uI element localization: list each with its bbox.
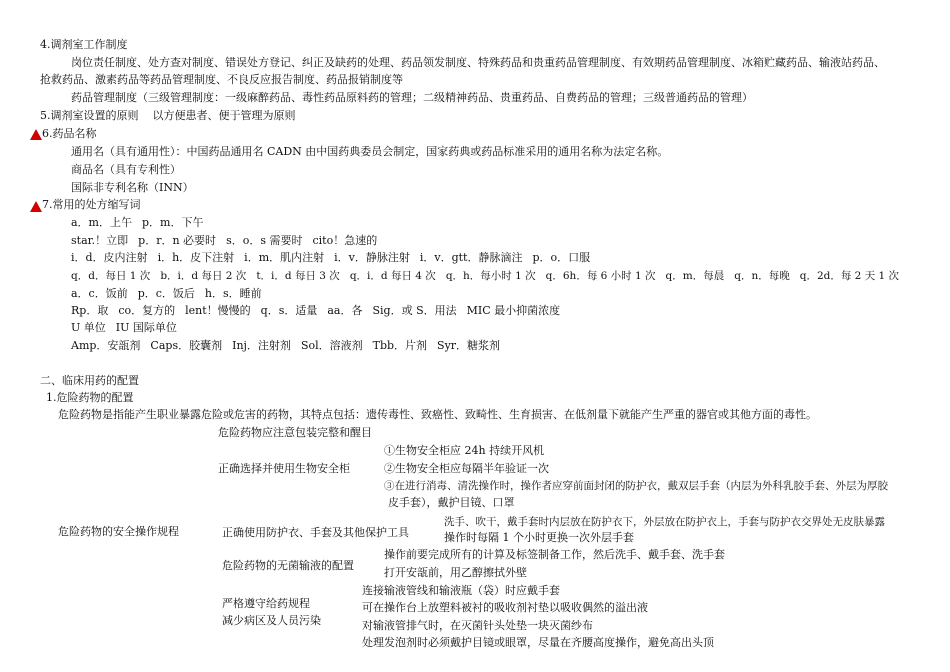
section-4-line-2: 抢救药品、激素药品等药品管理制度、不良反应报告制度、药品报销制度等 — [40, 73, 403, 86]
abbrev-item: h．s．睡前 — [204, 287, 262, 300]
abbrev-item: p．o．口服 — [532, 251, 591, 264]
abbrev-item: q．h．每小时 1 次 — [445, 270, 536, 282]
strict-item: 可在操作台上放塑料被衬的吸收剂衬垫以吸收偶然的溢出液 — [362, 601, 648, 614]
reduce-contamination-label: 减少病区及人员污染 — [222, 614, 321, 627]
abbrev-item: s．o．s 需要时 — [226, 234, 303, 247]
section-4-title: 4.调剂室工作制度 — [40, 38, 128, 51]
abbrev-item: Caps．胶囊剂 — [150, 339, 223, 352]
drug-name-item: 国际非专利名称（INN） — [71, 181, 194, 194]
abbrev-item: a．m．上午 — [71, 216, 132, 229]
abbrev-item: b．i．d 每日 2 次 — [160, 270, 247, 282]
drug-name-item: 通用名（具有通用性）：中国药品通用名 CADN 由中国药典委员会制定，国家药典或药品标准采用的通用名称为法定名称。 — [71, 145, 669, 158]
section-4-line-3: 药品管理制度（三级管理制度：一级麻醉药品、毒性药品原料药的管理；二级精神药品、贵重药品、自费药品的管理；三级普通药品的管理） — [71, 91, 753, 104]
part-2-title: 二、临床用药的配置 — [40, 374, 139, 387]
abbrev-item: p．r．n 必要时 — [138, 234, 217, 247]
section-7-title: 7.常用的处方缩写词 — [42, 198, 141, 211]
abbrev-row — [71, 321, 187, 335]
aseptic-label: 危险药物的无菌输液的配置 — [222, 559, 354, 572]
abbrev-item: q．2d．每 2 天 1 次 — [799, 270, 900, 282]
procedure-root-label: 危险药物的安全操作规程 — [58, 525, 179, 538]
aseptic-item: 打开安瓿前，用乙醇擦拭外壁 — [384, 566, 527, 579]
abbrev-item: i．m．肌内注射 — [244, 251, 325, 264]
abbrev-item: Inj．注射剂 — [232, 339, 291, 352]
abbrev-item: i．d．皮内注射 — [71, 251, 148, 264]
abbrev-row — [71, 234, 387, 248]
packaging-note: 危险药物应注意包装完整和醒目 — [218, 426, 372, 439]
abbrev-row — [71, 269, 909, 283]
strict-item: 对输液管排气时，在灭菌针头处垫一块灭菌纱布 — [362, 619, 593, 632]
abbrev-item: q．m．每晨 — [665, 270, 725, 282]
strict-item: 连接输液管线和输液瓶（袋）时应戴手套 — [362, 584, 560, 597]
abbrev-row — [71, 251, 600, 265]
abbrev-item: Rp．取 — [71, 304, 109, 317]
biosafety-cabinet-label: 正确选择并使用生物安全柜 — [218, 462, 350, 475]
aseptic-item: 操作前要完成所有的计算及标签制备工作，然后洗手、戴手套、洗手套 — [384, 548, 725, 561]
abbrev-item: star.！立即 — [71, 234, 129, 247]
drug-name-item: 商品名（具有专利性） — [71, 163, 181, 176]
abbrev-row — [71, 339, 510, 353]
cabinet-item: 皮手套），戴护目镜、口罩 — [388, 496, 515, 509]
abbrev-item: Sig．或 S．用法 — [372, 304, 457, 317]
abbrev-item: q．d．每日 1 次 — [71, 270, 151, 282]
strict-protocol-label: 严格遵守给药规程 — [222, 597, 310, 610]
abbrev-item: aa．各 — [327, 304, 363, 317]
hazard-definition: 危险药物是指能产生职业暴露危险或危害的药物，其特点包括：遗传毒性、致癌性、致畸性、生育损害、在低剂量下就能产生严重的器官或其他方面的毒性。 — [58, 408, 817, 421]
abbrev-item: U 单位 — [71, 321, 106, 334]
abbrev-item: co．复方的 — [118, 304, 176, 317]
strict-item: 处理发泡剂时必须戴护目镜或眼罩，尽量在齐腰高度操作，避免高出头顶 — [362, 636, 714, 649]
abbrev-item: i．v．静脉注射 — [334, 251, 410, 264]
abbrev-item: q．n．每晚 — [734, 270, 790, 282]
abbrev-item: p．m．下午 — [142, 216, 204, 229]
abbrev-item: p．c．饭后 — [137, 287, 195, 300]
cabinet-item: ③在进行消毒、清洗操作时，操作者应穿前面封闭的防护衣，戴双层手套（内层为外科乳胶手套、外层为厚胶 — [384, 480, 888, 492]
section-4-line-1: 岗位责任制度、处方查对制度、错误处方登记、纠正及缺药的处理、药品领发制度、特殊药品和贵重药品管理制度、有效期药品管理制度、冰箱贮藏药品、输液站药品、 — [71, 56, 885, 69]
red-triangle-icon — [30, 129, 42, 140]
abbrev-item: i．h．皮下注射 — [157, 251, 235, 264]
abbrev-item: a．c．饭前 — [71, 287, 128, 300]
abbrev-item: MIC 最小抑菌浓度 — [466, 304, 561, 317]
section-6-title: 6.药品名称 — [42, 127, 97, 140]
abbrev-item: q．i．d 每日 4 次 — [349, 270, 436, 282]
abbrev-item: Amp．安瓿剂 — [71, 339, 141, 352]
abbrev-item: Sol．溶液剂 — [300, 339, 363, 352]
abbrev-item: IU 国际单位 — [115, 321, 177, 334]
section-5-title: 5.调剂室设置的原则 以方便患者、便于管理为原则 — [40, 109, 296, 122]
red-triangle-icon — [30, 201, 42, 212]
abbrev-item: cito！急速的 — [312, 234, 378, 247]
abbrev-row — [71, 287, 272, 301]
cabinet-item: ②生物安全柜应每隔半年验证一次 — [384, 462, 549, 475]
abbrev-row — [71, 216, 213, 230]
ppe-item: 操作时每隔 1 个小时更换一次外层手套 — [444, 531, 634, 544]
abbrev-item: Tbb．片剂 — [372, 339, 428, 352]
cabinet-item: ①生物安全柜应 24h 持续开风机 — [384, 444, 545, 457]
abbrev-item: q．s．适量 — [260, 304, 318, 317]
abbrev-item: q．6h．每 6 小时 1 次 — [545, 270, 656, 282]
part-2-subtitle: 1.危险药物的配置 — [46, 391, 134, 404]
abbrev-item: lent！慢慢的 — [185, 304, 251, 317]
ppe-label: 正确使用防护衣、手套及其他保护工具 — [222, 526, 409, 539]
ppe-item: 洗手、吹干，戴手套时内层放在防护衣下，外层放在防护衣上，手套与防护衣交界处无皮肤暴露 — [444, 516, 885, 528]
abbrev-item: t．i．d 每日 3 次 — [256, 270, 340, 282]
abbrev-row — [71, 304, 570, 318]
abbrev-item: i．v．gtt．静脉滴注 — [419, 251, 523, 264]
abbrev-item: Syr．糖浆剂 — [437, 339, 501, 352]
